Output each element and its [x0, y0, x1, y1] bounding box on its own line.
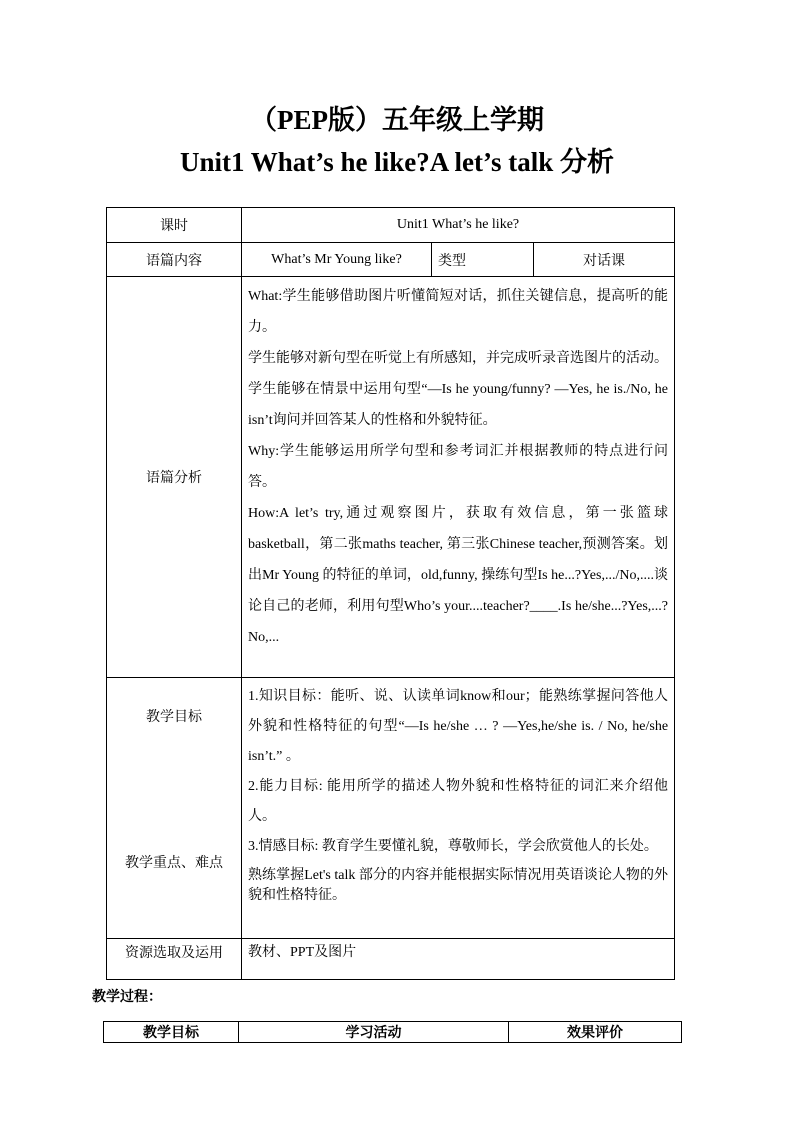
analysis-paragraph: How:A let’s try,通过观察图片，获取有效信息，第一张篮球basketball，第二张maths teacher, 第三张Chinese teacher,预测答案。划出Mr Young 的特征的单词，old,funny, 操练句型Is he...?Yes,.../No,....谈论自己的老师，利用句型Who’s your....teacher?____.Is he/she...?Yes,...?No,... — [248, 506, 669, 645]
teaching-process-title: 教学过程： — [92, 990, 162, 1005]
label-key-points: 教学重点、难点 — [125, 856, 223, 871]
table-header-row — [104, 1022, 682, 1043]
goal-paragraph: 2.能力目标: 能用所学的描述人物外貌和性格特征的词汇来介绍他人。 — [248, 779, 669, 824]
goal-paragraph: 3.情感目标: 教育学生要懂礼貌，尊敬师长，学会欣赏他人的长处。 — [248, 839, 658, 854]
table-row — [107, 277, 675, 678]
teaching-process-table — [103, 1021, 682, 1043]
analysis-paragraph: Why:学生能够运用所学句型和参考词汇并根据教师的特点进行问答。 — [248, 444, 669, 490]
label-resources: 资源选取及运用 — [107, 939, 242, 980]
label-lesson: 课时 — [107, 208, 242, 243]
goal-paragraph: 1.知识目标：能听、说、认读单词know和our；能熟练掌握问答他人外貌和性格特征的句型“—Is he/she … ? —Yes,he/she is. / No, he/she isn’t.” 。 — [248, 689, 669, 764]
label-text-analysis: 语篇分析 — [107, 277, 242, 678]
teaching-goals-content — [242, 678, 675, 939]
key-points-paragraph: 熟练掌握Let's talk 部分的内容并能根据实际情况用英语谈论人物的外貌和性格特征。 — [248, 868, 669, 903]
table-row — [107, 208, 675, 243]
document-title-line1: （PEP版）五年级上学期 — [250, 105, 544, 135]
text-content-value: What’s Mr Young like? — [242, 243, 432, 277]
header-learning-activity: 学习活动 — [239, 1022, 509, 1043]
resources-value: 教材、PPT及图片 — [242, 939, 675, 980]
table-row — [107, 243, 675, 277]
text-analysis-content — [242, 277, 675, 678]
table-row — [107, 678, 675, 939]
analysis-paragraph: What:学生能够借助图片听懂简短对话，抓住关键信息，提高听的能力。 — [248, 289, 669, 335]
type-value: 对话课 — [534, 243, 675, 277]
label-text-content: 语篇内容 — [107, 243, 242, 277]
document-title-line2: Unit1 What’s he like?A let’s talk 分析 — [179, 147, 615, 177]
label-teaching-goals: 教学目标 — [146, 710, 202, 725]
analysis-paragraph: 学生能够对新句型在听觉上有所感知，并完成听录音选图片的活动。 — [248, 351, 668, 366]
table-row — [107, 939, 675, 980]
goals-label-cell — [107, 678, 242, 939]
header-teaching-goal: 教学目标 — [104, 1022, 239, 1043]
label-type: 类型 — [432, 243, 534, 277]
header-effect-evaluation: 效果评价 — [509, 1022, 682, 1043]
analysis-paragraph: 学生能够在情景中运用句型“—Is he young/funny? —Yes, he is./No, he isn’t询问并回答某人的性格和外貌特征。 — [248, 382, 669, 428]
lesson-value: Unit1 What’s he like? — [242, 208, 675, 243]
lesson-analysis-table — [106, 207, 675, 980]
